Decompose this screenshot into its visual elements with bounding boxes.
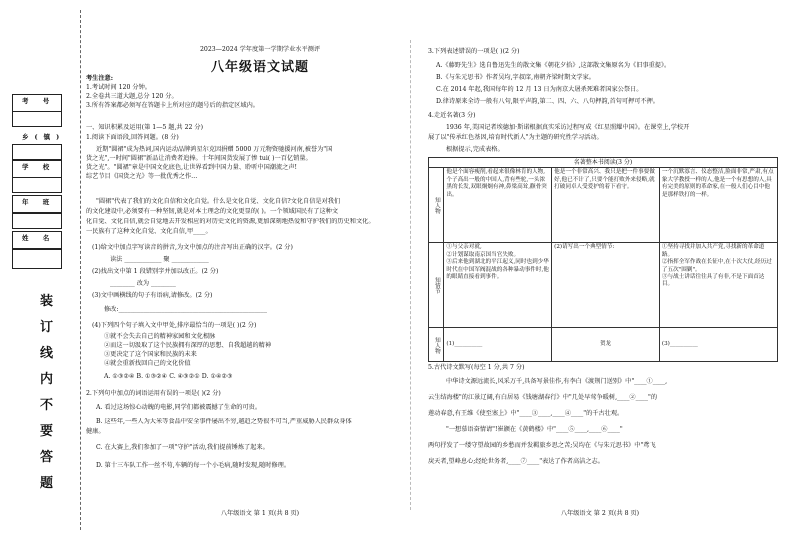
q5-line[interactable]: 云生结海楼"的江景辽阔,有白居易《钱塘湖春行》中"几处早莺争暖树,____②____"的 xyxy=(428,394,658,401)
school-field[interactable] xyxy=(12,177,62,193)
warning-char: 不 xyxy=(40,398,54,413)
passage-line: 的文化建设中,必须要有一种坚韧,就是对本土理念的文化更显的( )。一个领域国民有了这种文 xyxy=(86,208,339,215)
q2-option: 健康。 xyxy=(86,428,105,435)
q2-option: D. 第十三车队工作一丝不苟,车辆的每一个小毛病,随时发现,随时修理。 xyxy=(96,462,291,469)
q1-answer[interactable]: 修改:________________________________________________ xyxy=(104,306,267,313)
passage-line: 货之光",一时间"圆裙"新品让消费者追捧。十年间国货发展了惨 tui( )一百亿销量。 xyxy=(86,155,312,162)
question-heading: 5.古代诗文默写(每空 1 分,共 7 分) xyxy=(428,364,525,371)
warning-char: 题 xyxy=(40,476,54,491)
q3-option: C.在 2014 年起,我国每年的 12 月 13 日为南京大屠杀死难者国家公祭日。 xyxy=(436,86,643,93)
q5-line[interactable]: 中华诗文源远流长,风采万千,具备写景佳作,有李白《渡荆门送别》中"____①____, xyxy=(446,378,668,385)
table-cell: 他是一个非常高兴、我只是把一件事要做好,他已不计了,只要个能打败外来侵略,就打破同卓人受爱护的着下看守。 xyxy=(552,168,660,243)
q4-text: 根据提示,完成表格。 xyxy=(446,146,504,153)
question-heading: 4.走近名著(3 分) xyxy=(428,112,476,119)
q1-choices: A. ①③②④ B. ①③②④ C. ④③②① D. ①④②③ xyxy=(104,373,233,380)
passage-line: 综艺节目《国货之光》等一批优秀之作… xyxy=(86,173,198,180)
q1-option: ③更决定了这个国家和民族的未来 xyxy=(104,351,197,358)
q1-option: ①就不会失去自己的精神家园和文化根脉 xyxy=(104,333,216,340)
q5-line[interactable]: "一想慕语奋情请"!崔颢在《黄鹤楼》中"____⑤____,____⑥____" xyxy=(446,426,623,433)
warning-char: 内 xyxy=(40,372,54,387)
q1-item: (4)下列四个句子填入文中甲处,排序最恰当的一项是( )(2 分) xyxy=(92,322,257,329)
table-cell: ①坚持寻找并加入共产党,寻找新的革命道路。 ②指挥全军作战在长征中,在十次大仗,经历过了五次"围剿"。 ③与战士讲话往往具了有非,不是下面首达目。 xyxy=(659,243,777,328)
q5-line[interactable]: 戾天者,望峰息心;经纶世务者,____⑦____"表达了作者高洁之志。 xyxy=(428,458,604,465)
q4-text: 1936 年,美国记者埃德加·斯诺根据真实采访过程写成《红星照耀中国》。在课堂上,学校开 xyxy=(446,124,690,131)
warning-char: 装 xyxy=(40,294,54,309)
section-heading: 一、知识积累及运用(第 1—5 题,共 22 分) xyxy=(86,124,204,131)
reading-table xyxy=(428,157,778,362)
binding-line xyxy=(80,10,81,530)
q3-option: D.律诗原来全诗一般有八句,限平声韵,第二、四、六、八句押韵,首句可押可不押。 xyxy=(436,98,659,105)
subject-title: 八年级语文试题 xyxy=(210,60,309,75)
question-heading: 2.下列句中加点的词语运用有误的一项是( )(2 分) xyxy=(86,390,221,397)
page-footer: 八年级语文 第 1 页(共 8 页) xyxy=(220,510,300,517)
row-label: 知情节 xyxy=(429,243,444,328)
class-field[interactable] xyxy=(12,213,62,229)
exam-title: 2023—2024 学年度第一学期学业水平测评 xyxy=(199,46,321,53)
passage-line: 一民族有了这种文化自觉、文化自信,甲____。 xyxy=(86,228,212,235)
page-divider xyxy=(410,40,411,510)
plot-answer-cell[interactable]: (2)请写出一个典型情节: xyxy=(552,243,660,328)
school-label: 学 校 xyxy=(22,163,56,171)
q5-line[interactable]: 莲动春意,有王维《使至塞上》中"____③____,____④____"的千古壮观。 xyxy=(428,410,624,417)
row-label: 知人物 xyxy=(429,168,444,243)
question-heading: 1.阅读下面语段,回答问题。(8 分) xyxy=(86,134,179,141)
warning-char: 线 xyxy=(40,346,54,361)
notice-line: 2.全卷共三道大题,总分 120 分。 xyxy=(86,93,178,100)
q1-item: (1)给文中加点字写读音的拼音,为文中加点的注音写出正确的汉字。(2 分) xyxy=(92,244,293,251)
passage-line: 近期"圆裙"成为热词,国内运动品牌鸿星尔克因捐赠 5000 万元物资驰援河南,被誉为"国 xyxy=(96,146,333,153)
q1-item: (3)文中画横线的句子有语病,请修改。(2 分) xyxy=(92,292,213,299)
table-cell: 一个沉默寡言、仪态整洁,脸面非常,严肃,有点象大学教授一样的人,他是一个有思想的人,具有完美的原则的革命家,在一般人们心目中他是那样铁打的一样。 xyxy=(659,168,777,243)
notice-heading: 考生注意: xyxy=(86,75,114,82)
id-field[interactable] xyxy=(12,111,62,127)
notice-line: 3.所有答案都必须写在答题卡上所对应的题号后的指定区域内。 xyxy=(86,102,259,109)
character-answer-cell[interactable]: (1)__________ xyxy=(444,328,552,362)
q1-option: ②而这一切汲取了这个民族拥有深厚的思想、自我超越的精神 xyxy=(104,342,272,349)
q3-option: A.《藤野先生》选自鲁迅先生的散文集《朝花夕拾》,这部散文集原名为《旧事重提》。 xyxy=(436,62,671,69)
table-title: 名著整本书阅读(3 分) xyxy=(429,158,778,168)
table-cell: 他是个面容瘦削,看起来很像林肯的人物,个子高出一般的中国人,背有些驼,一头浓黑的长发,双眼炯炯有神,鼻梁高耸,颧骨突出。 xyxy=(444,168,552,243)
character-name-cell: 贺龙 xyxy=(552,328,660,362)
table-cell: ①与父亲对就, ②计划谋取南京国当官失败。 ③后来他到湖北的平江起义,同时也到少华时代在中国军阀混战的各种暴动事件时,他的眼睛直接看到事件。 xyxy=(444,243,552,328)
q1-option: ④就会重新找回自己的文化价值 xyxy=(104,360,191,367)
passage-line: 化自觉、文化自信,就会自觉地去开发相应的对历史文化的资源,更加深刻地热爱和守护我们的历史和文化。 xyxy=(86,218,375,225)
q3-option: B.《与朱元思书》作者吴均,字叔庠,南朝齐梁时期文学家。 xyxy=(436,74,595,81)
question-heading: 3.下列表述错误的一项是( )(2 分) xyxy=(428,48,520,55)
warning-char: 订 xyxy=(40,320,54,335)
q1-answer[interactable]: ________ 改为 ________ xyxy=(110,280,176,287)
notice-line: 1.考试时间 120 分钟。 xyxy=(86,84,151,91)
q2-option: B. 这些年,一些人为大米等食品中安全事件屡出不穷,越趋之势很不可当,严重威胁人民群众身体 xyxy=(96,418,352,425)
name-field[interactable] xyxy=(12,249,62,269)
q2-option: C. 在大赛上,我们参加了一项"守护"活动,我们提前锤炼了起来。 xyxy=(96,444,269,451)
character-answer-cell[interactable]: (3)__________ xyxy=(659,328,777,362)
q4-text: 展了以"传承红色基因,培育时代新人"为主题的研究性学习活动。 xyxy=(428,134,603,141)
class-label: 年 班 xyxy=(22,198,56,206)
township-field[interactable] xyxy=(12,144,62,160)
q1-item: (2)找出文中第 1 段错别字并加以改正。(2 分) xyxy=(92,268,219,275)
township-label: 乡(镇) xyxy=(22,133,66,141)
exam-number-label: 考 号 xyxy=(22,97,56,105)
warning-char: 要 xyxy=(40,424,54,439)
row-label: 知人物 xyxy=(429,328,444,362)
q1-answer[interactable]: 读法 ____________ 聚 ____________ xyxy=(110,256,209,263)
q5-line: 两句抒发了一缕守望故园的乡愁而并发羁旅乡思之苦;吴均在《与朱元思书》中"鸢飞 xyxy=(428,442,656,449)
page-footer: 八年级语文 第 2 页(共 8 页) xyxy=(560,510,640,517)
passage-line: "圆裙"代表了我们的文化自信和文化自觉。什么是文化自觉、文化自信?文化自信是对我们 xyxy=(96,198,341,205)
q2-option: A. 看过这场惊心动魄的电影,同学们都被震撼了生命的可贵。 xyxy=(96,404,262,411)
warning-char: 答 xyxy=(40,450,54,465)
name-label: 姓 名 xyxy=(22,234,56,242)
passage-line: 货之光"。"圆裙"章是中国文化底色,让世界看到中国力量、聆听中国潮流之声! xyxy=(86,164,297,171)
